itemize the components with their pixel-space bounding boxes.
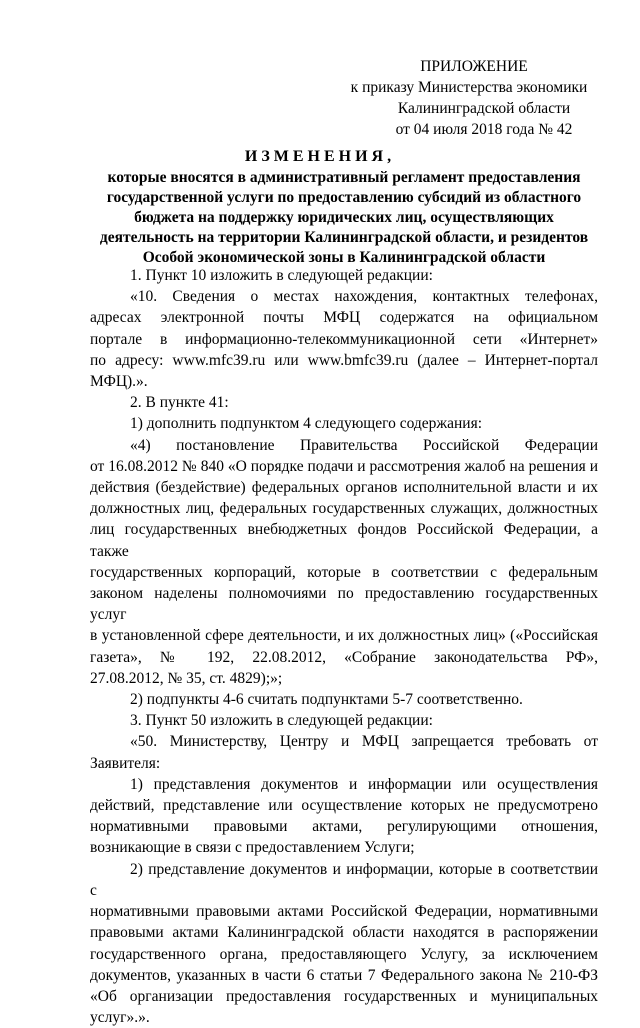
body-line: МФЦ).».: [90, 373, 148, 391]
document-subtitle: [84, 168, 604, 268]
body-line: Заявителя:: [90, 754, 161, 772]
body-line: «50. Министерству, Центру и МФЦ запрещается требовать от: [130, 733, 598, 751]
subtitle-line: которые вносятся в административный регламент предоставления: [107, 169, 581, 186]
body-line: 1) представления документов и информации или осуществления: [130, 775, 598, 793]
body-line: адресах электронной почты МФЦ содержатся на официальном: [90, 309, 598, 327]
body-line: 1. Пункт 10 изложить в следующей редакции:: [130, 267, 433, 284]
body-line: законом наделены полномочиями по предоставлению государственных услуг: [90, 585, 598, 624]
appendix-date-line: от 04 июля 2018 года № 42: [395, 121, 573, 138]
body-line: государственных корпораций, которые в соответствии с федеральным: [90, 563, 598, 581]
body-line: «Об организации предоставления государственных и муниципальных: [90, 987, 598, 1005]
appendix-region-line: Калининградской области: [397, 100, 571, 117]
body-line: нормативными правовыми актами, регулирующими отношения,: [90, 818, 598, 836]
body-line: правовыми актами Калининградской области находятся в распоряжении: [90, 924, 598, 942]
body-line: 3. Пункт 50 изложить в следующей редакции:: [130, 712, 433, 730]
body-line: государственного органа, предоставляющего Услугу, за исключением: [90, 945, 598, 963]
body-line: портале в информационно-телекоммуникационной сети «Интернет»: [90, 330, 598, 348]
body-line: «10. Сведения о местах нахождения, контактных телефонах,: [130, 288, 598, 306]
body-line: действий, представление или осуществление которых не предусмотрено: [90, 797, 598, 815]
document-body: [90, 265, 598, 1028]
appendix-header: [340, 56, 598, 140]
body-line: 27.08.2012, № 35, ст. 4829);»;: [90, 669, 283, 687]
document-title: ИЗМЕНЕНИЯ,: [244, 148, 396, 165]
body-line: действия (бездействие) федеральных органов исполнительной власти и их: [90, 479, 598, 497]
body-line: «4) постановление Правительства Российской Федерации: [130, 436, 598, 454]
body-line: 2) подпункты 4-6 считать подпунктами 5-7 соответственно.: [130, 691, 523, 709]
body-line: от 16.08.2012 № 840 «О порядке подачи и рассмотрения жалоб на решения и: [90, 457, 598, 475]
subtitle-line: деятельность на территории Калининградской области, и резидентов: [99, 229, 589, 246]
body-line: возникающие в связи с предоставлением Услуги;: [90, 839, 415, 857]
appendix-order-line: к приказу Министерства экономики: [350, 79, 588, 96]
subtitle-line: Особой экономической зоны в Калининградской области: [142, 249, 546, 266]
body-line: в установленной сфере деятельности, и их должностных лиц» («Российская: [90, 627, 598, 645]
body-line: услуг».».: [90, 1009, 150, 1027]
appendix-label: ПРИЛОЖЕНИЕ: [420, 58, 528, 75]
body-line: 2. В пункте 41:: [130, 394, 229, 412]
body-line: лиц государственных внебюджетных фондов Российской Федерации, а также: [90, 521, 598, 560]
subtitle-line: бюджета на поддержку юридических лиц, осуществляющих: [134, 209, 554, 226]
body-line: нормативными правовыми актами Российской Федерации, нормативными: [90, 903, 598, 921]
body-line: документов, указанных в части 6 статьи 7 Федерального закона № 210-ФЗ: [90, 966, 598, 984]
body-line: должностных лиц, федеральных государственных служащих, должностных: [90, 500, 598, 518]
body-line: 1) дополнить подпунктом 4 следующего содержания:: [130, 415, 483, 433]
body-line: 2) представление документов и информации, которые в соответствии с: [90, 860, 598, 899]
body-line: газета», № 192, 22.08.2012, «Собрание законодательства РФ»,: [90, 648, 598, 666]
subtitle-line: государственной услуги по предоставлению субсидий из областного: [106, 189, 582, 206]
body-line: по адресу: www.mfc39.ru или www.bmfc39.ru (далее – Интернет-портал: [90, 351, 598, 369]
